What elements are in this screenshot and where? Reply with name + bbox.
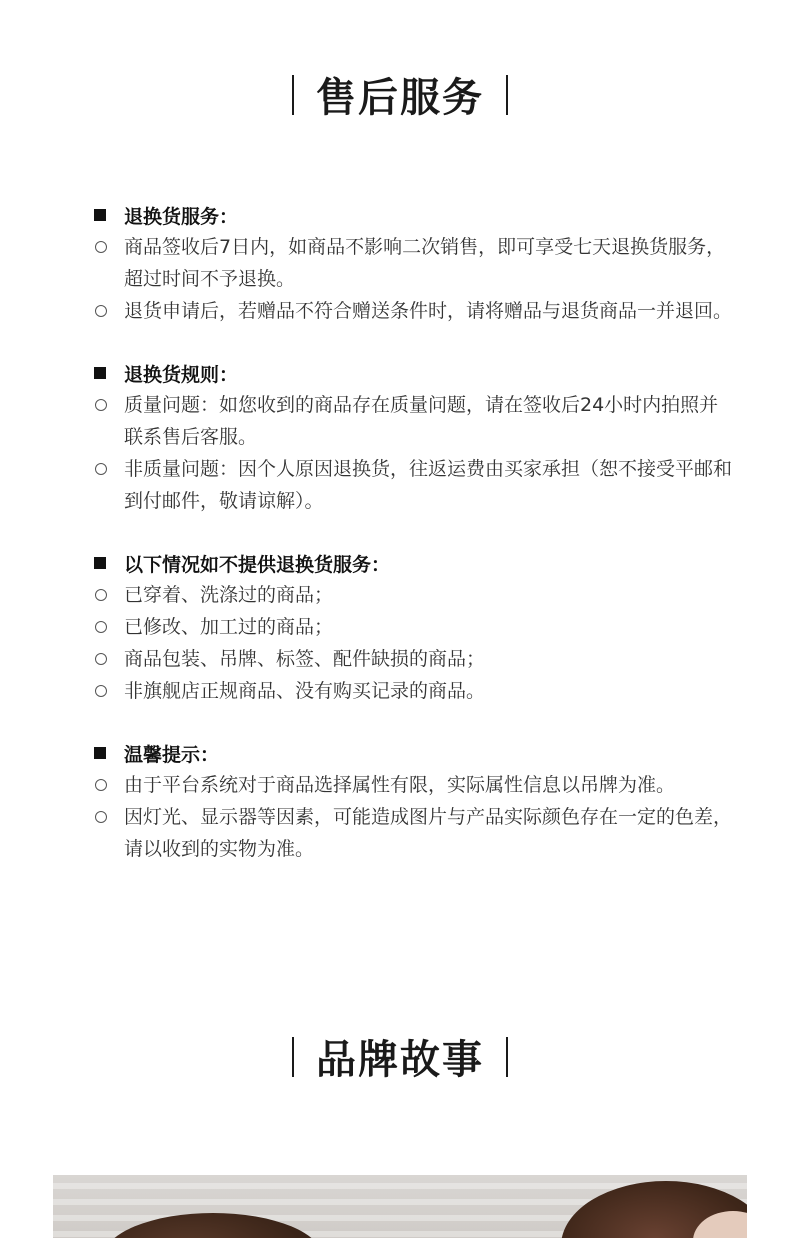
title-left-bar-icon [292,75,294,115]
policy-group [94,357,734,517]
brand-story-title-text: 品牌故事 [316,1037,484,1083]
title-right-bar-icon [506,75,508,115]
title-right-bar-icon [506,1037,508,1077]
policy-item [94,769,734,801]
after-sales-title-text: 售后服务 [316,75,484,121]
policy-group-heading [94,547,734,579]
filled-square-icon [94,557,106,569]
policy-item [94,643,734,675]
policy-group-heading-text: 以下情况如不提供退换货服务： [124,553,391,576]
hollow-circle-icon [95,779,107,791]
hollow-circle-icon [95,653,107,665]
policy-item-text: 由于平台系统对于商品选择属性有限，实际属性信息以吊牌为准。 [124,774,676,796]
policy-item-text: 非质量问题：因个人原因退换货，往返运费由买家承担（恕不接受平邮和到付邮件，敬请谅解）。 [124,458,733,512]
policy-item-text: 退货申请后，若赠品不符合赠送条件时，请将赠品与退货商品一并退回。 [124,300,733,322]
policy-item-text: 商品包装、吊牌、标签、配件缺损的商品； [124,648,486,670]
policy-item-text: 已修改、加工过的商品； [124,616,334,638]
policy-item [94,611,734,643]
policy-group [94,547,734,707]
hollow-circle-icon [95,463,107,475]
filled-square-icon [94,367,106,379]
hollow-circle-icon [95,811,107,823]
policy-group-heading-text: 温馨提示： [124,743,220,766]
policy-item [94,579,734,611]
after-sales-content [94,199,734,895]
filled-square-icon [94,747,106,759]
policy-item-text: 已穿着、洗涤过的商品； [124,584,334,606]
filled-square-icon [94,209,106,221]
policy-item-text: 质量问题：如您收到的商品存在质量问题，请在签收后24小时内拍照并联系售后客服。 [124,394,719,448]
policy-item-text: 因灯光、显示器等因素，可能造成图片与产品实际颜色存在一定的色差，请以收到的实物为准。 [124,806,733,860]
policy-item-text: 商品签收后7日内，如商品不影响二次销售，即可享受七天退换货服务，超过时间不予退换。 [124,236,726,290]
policy-group-heading-text: 退换货服务： [124,205,239,228]
hollow-circle-icon [95,621,107,633]
policy-item [94,231,734,295]
policy-item [94,389,734,453]
policy-item [94,295,734,327]
policy-group [94,199,734,327]
policy-item-text: 非旗舰店正规商品、没有购买记录的商品。 [124,680,486,702]
policy-group-heading [94,737,734,769]
brand-story-title [0,1034,800,1084]
policy-group-heading [94,199,734,231]
policy-group-heading [94,357,734,389]
title-left-bar-icon [292,1037,294,1077]
hollow-circle-icon [95,589,107,601]
hollow-circle-icon [95,685,107,697]
policy-group [94,737,734,865]
policy-item [94,801,734,865]
after-sales-title [0,72,800,122]
hollow-circle-icon [95,241,107,253]
policy-item [94,675,734,707]
brand-photo [53,1175,747,1238]
policy-item [94,453,734,517]
hollow-circle-icon [95,399,107,411]
policy-group-heading-text: 退换货规则： [124,363,239,386]
hollow-circle-icon [95,305,107,317]
